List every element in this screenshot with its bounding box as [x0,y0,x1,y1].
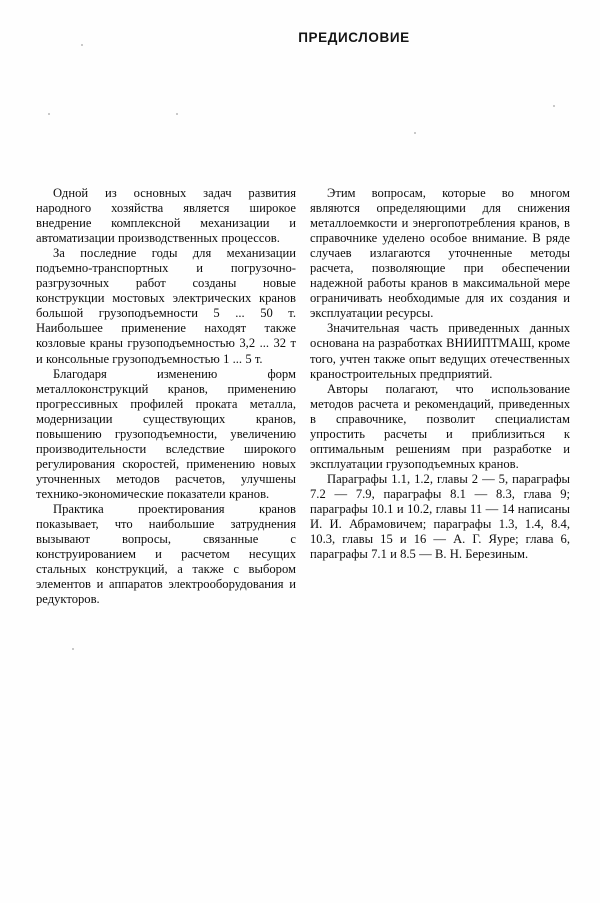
paragraph: Значительная часть приведенных данных основана на разработках ВНИИПТМАШ, кроме того, учтен также опыт ведущих отечественных краностроительных предприятий. [310,321,570,381]
paragraph: Этим вопросам, которые во многом являются определяющими для снижения металлоемкости и энергопотребления кранов, в справочнике уделено особое внимание. В ряде случаев излагаются уточненные методы расчета, позволяющие при обеспечении надежной работы кранов в максимальной мере ограничивать необходимые для их создания и эксплуатации ресурсы. [310,186,570,321]
scan-speck [72,648,74,650]
paragraph: Авторы полагают, что использование методов расчета и рекомендаций, приведенных в справочнике, позволит специалистам упростить расчеты и приблизиться к оптимальным решениям при разработке и эксплуатации грузоподъемных кранов. [310,381,570,471]
paragraph: За последние годы для механизации подъемно-транспортных и погрузочно-разгрузочных работ созданы новые конструкции мостовых электрических кранов большой грузоподъемности 5 ... 50 т. Наибольшее применение находят также козловые краны грузоподъемностью 3,2 ... 32 т и консольные грузоподъемностью 1 ... 5 т. [36,246,296,366]
scan-speck [176,113,178,115]
page-title: ПРЕДИСЛОВИЕ [298,30,410,46]
column-left [36,186,296,607]
paragraph: Одной из основных задач развития народного хозяйства является широкое внедрение комплексной механизации и автоматизации производственных процессов. [36,186,296,246]
text-body [36,186,570,607]
paragraph: Практика проектирования кранов показывает, что наибольшие затруднения вызывают вопросы, связанные с конструированием и расчетом несущих стальных конструкций, а также с выбором элементов и аппаратов электрооборудования и редукторов. [36,501,296,607]
scan-speck [553,105,555,107]
paragraph: Параграфы 1.1, 1.2, главы 2 — 5, параграфы 7.2 — 7.9, параграфы 8.1 — 8.3, глава 9; параграфы 10.1 и 10.2, главы 11 — 14 написаны И. И. Абрамовичем; параграфы 1.3, 1.4, 8.4, 10.3, главы 15 и 16 — А. Г. Яуре; глава 6, параграфы 7.1 и 8.5 — В. Н. Березиным. [310,471,570,562]
paragraph: Благодаря изменению форм металлоконструкций кранов, применению прогрессивных профилей проката металла, модернизации существующих кранов, повышению грузоподъемности, увеличению производительности вследствие широкого регулирования скоростей, применению новых уточненных методов расчетов, улучшены технико-экономические показатели кранов. [36,366,296,501]
scan-speck [48,113,50,115]
scan-speck [414,132,416,134]
column-right [310,186,570,607]
